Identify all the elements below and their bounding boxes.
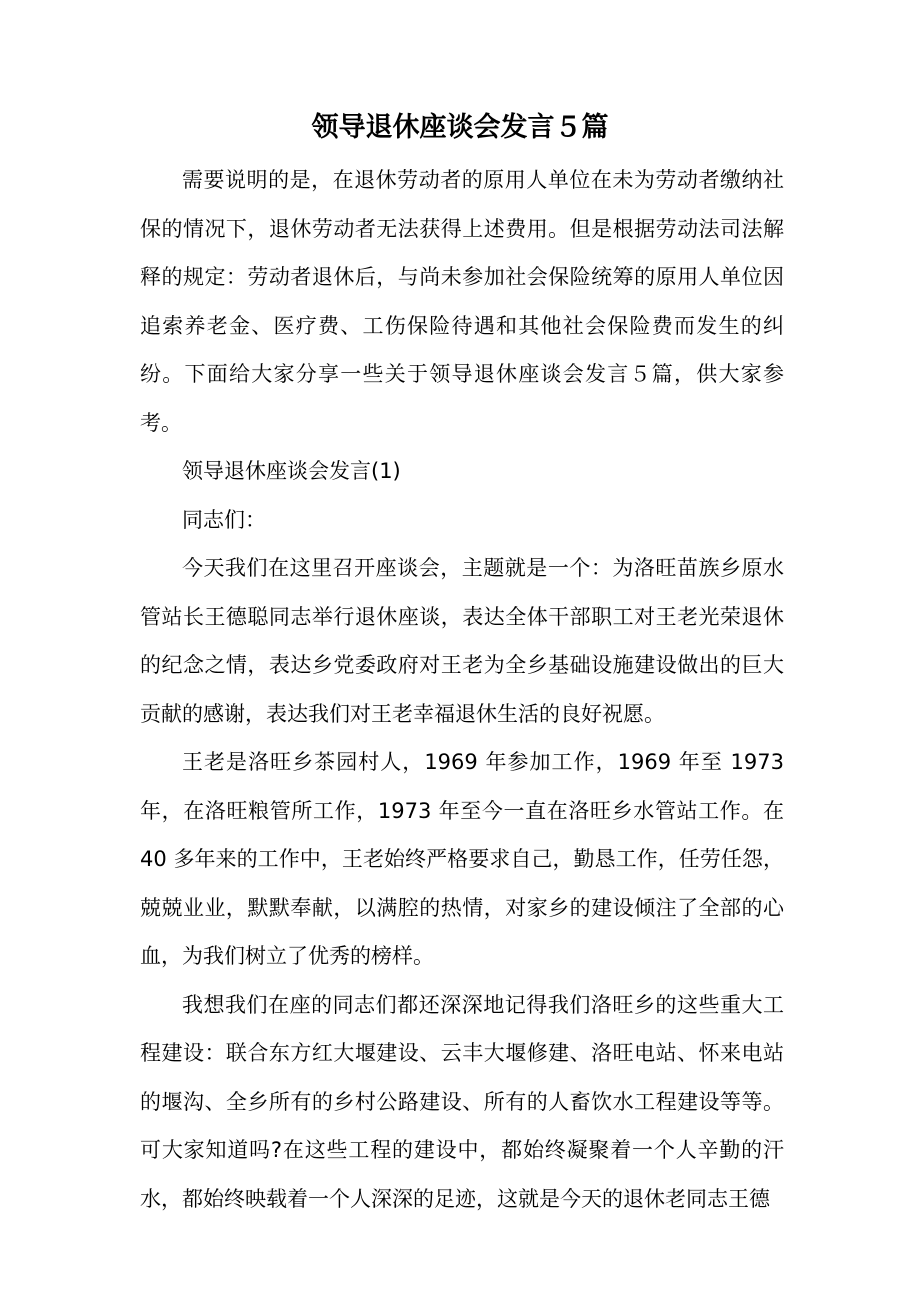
- section-heading: 领导退休座谈会发言(1): [182, 459, 401, 483]
- document-body: [140, 156, 784, 1223]
- document-title: 领导退休座谈会发言５篇: [311, 112, 609, 143]
- intro-paragraph: 需要说明的是，在退休劳动者的原用人单位在未为劳动者缴纳社保的情况下，退休劳动者无法获得上述费用。但是根据劳动法司法解释的规定：劳动者退休后，与尚未参加社会保险统筹的原用人单位因追索养老金、医疗费、工伤保险待遇和其他社会保险费而发生的纠纷。下面给大家分享一些关于领导退休座谈会发言５篇，供大家参考。: [140, 168, 784, 435]
- body-paragraph: 我想我们在座的同志们都还深深地记得我们洛旺乡的这些重大工程建设：联合东方红大堰建设、云丰大堰修建、洛旺电站、怀来电站的堰沟、全乡所有的乡村公路建设、所有的人畜饮水工程建设等等。可大家知道吗?在这些工程的建设中，都始终凝聚着一个人辛勤的汗水，都始终映载着一个人深深的足迹，这就是今天的退休老同志王德: [140, 992, 784, 1211]
- salutation: 同志们：: [182, 507, 266, 532]
- body-paragraph: 今天我们在这里召开座谈会，主题就是一个：为洛旺苗族乡原水管站长王德聪同志举行退休座谈，表达全体干部职工对王老光荣退休的纪念之情，表达乡党委政府对王老为全乡基础设施建设做出的巨大贡献的感谢，表达我们对王老幸福退休生活的良好祝愿。: [140, 556, 784, 726]
- body-paragraph: 王老是洛旺乡茶园村人，1969 年参加工作，1969 年至 1973 年，在洛旺粮管所工作，1973 年至今一直在洛旺乡水管站工作。在 40 多年来的工作中，王老始终严格要求自己，勤恳工作，任劳任怨，兢兢业业，默默奉献，以满腔的热情，对家乡的建设倾注了全部的心血，为我们树立了优秀的榜样。: [140, 750, 784, 968]
